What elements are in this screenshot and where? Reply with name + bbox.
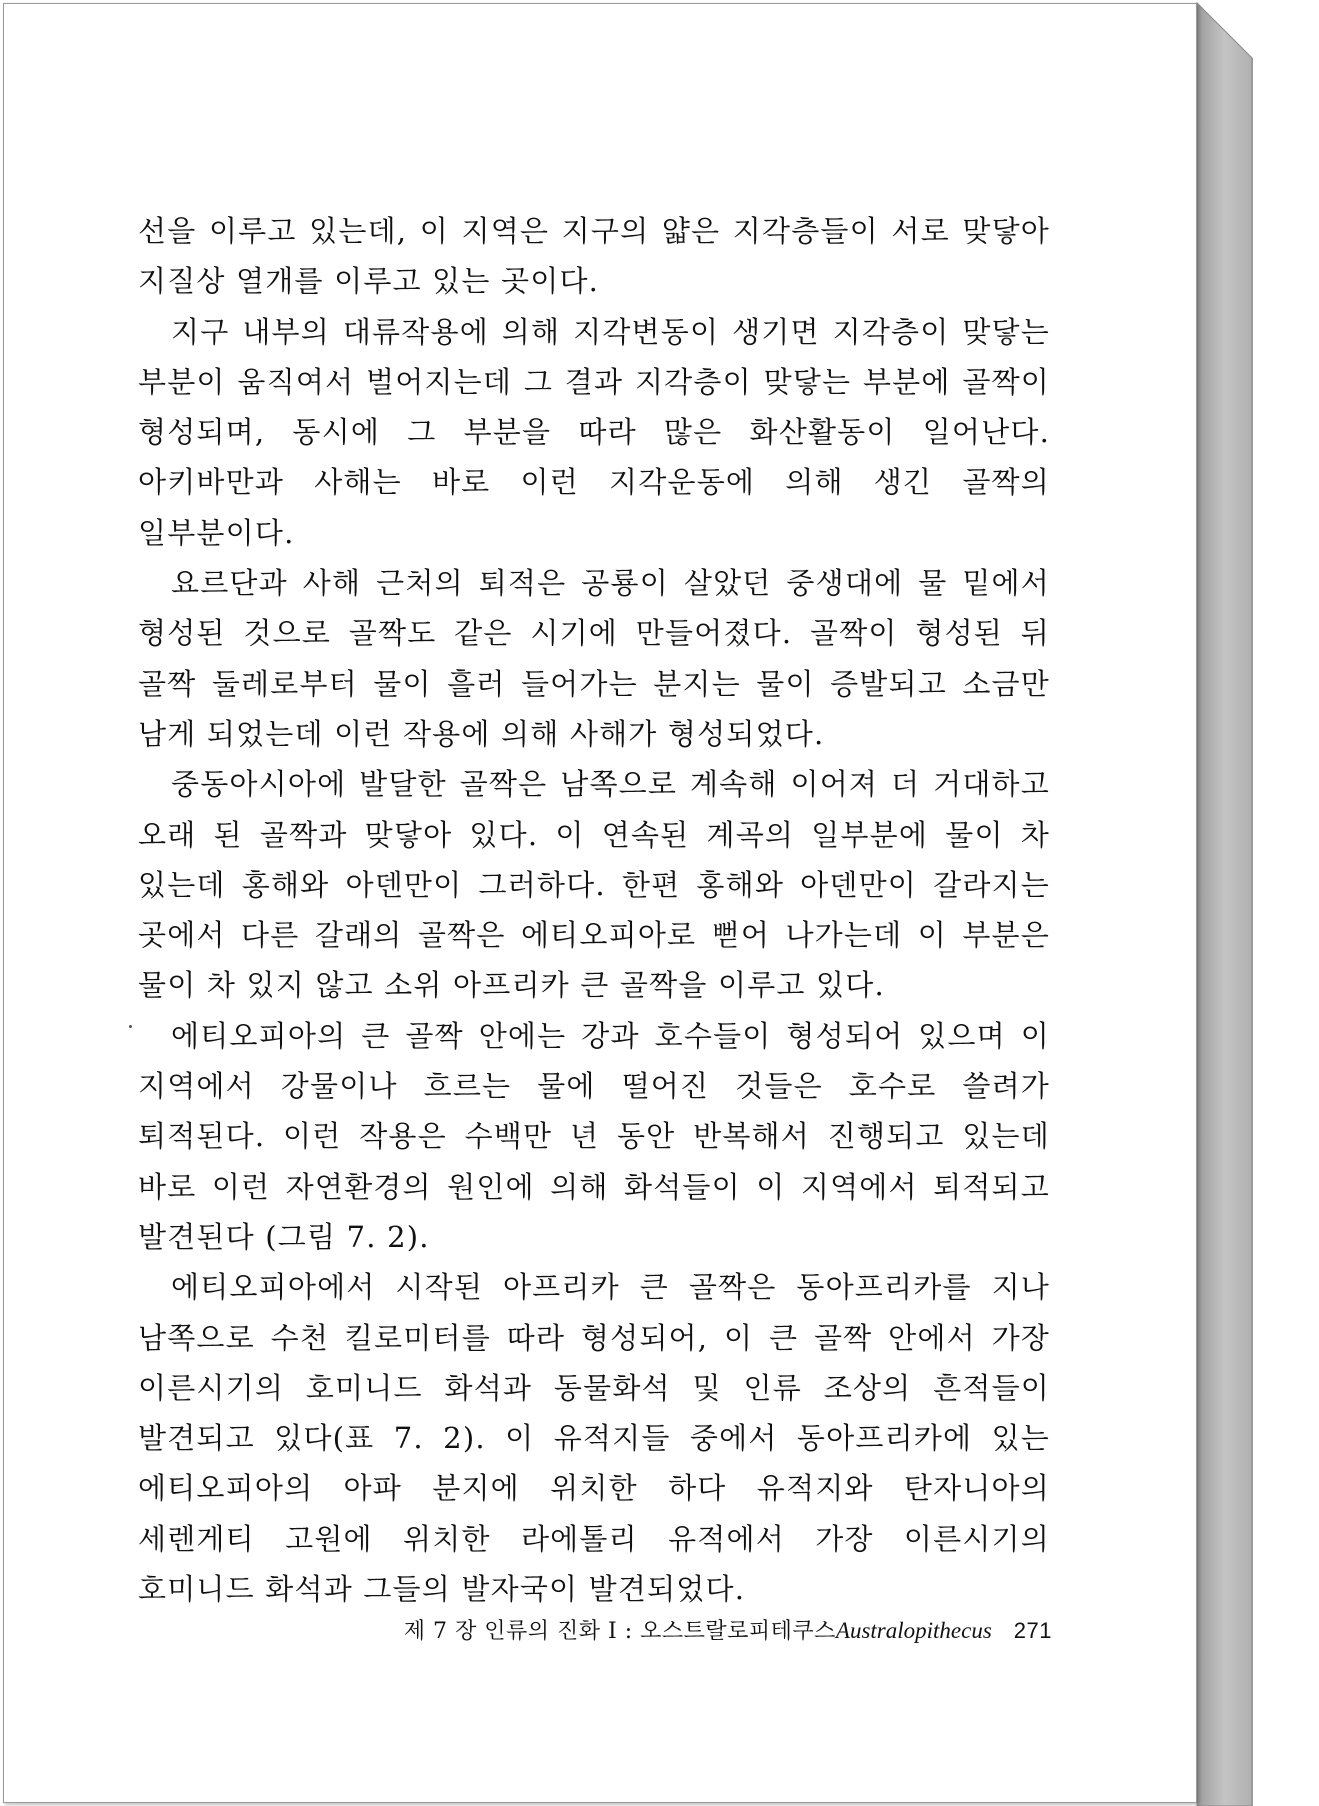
- paragraph-3: 요르단과 사해 근처의 퇴적은 공룡이 살았던 중생대에 물 밑에서 형성된 것으로 골짝도 같은 시기에 만들어졌다. 골짝이 형성된 뒤 골짝 둘레로부터 물이 흘러 들어가는 분지는 물이 증발되고 소금만 남게 되었는데 이런 작용에 의해 사해가 형성되었다.: [138, 566, 1050, 751]
- paragraph-5: 에티오피아의 큰 골짝 안에는 강과 호수들이 형성되어 있으며 이 지역에서 강물이나 흐르는 물에 떨어진 것들은 호수로 쓸려가 퇴적된다. 이런 작용은 수백만 년 동안 반복해서 진행되고 있는데 바로 이런 자연환경의 원인에 의해 화석들이 이 지역에서 퇴적되고 발견된다 (그림 7. 2).: [138, 1018, 1050, 1254]
- page-body: [138, 206, 1050, 1614]
- page-number: 271: [1013, 1618, 1052, 1643]
- footer-chapter-title: 제 7 장 인류의 진화 Ⅰ : 오스트랄로피테쿠스: [403, 1619, 836, 1644]
- running-footer: [320, 1614, 1052, 1645]
- paragraph-1: 선을 이루고 있는데, 이 지역은 지구의 얇은 지각층들이 서로 맞닿아 지질상 열개를 이루고 있는 곳이다.: [138, 214, 1050, 299]
- paragraph-2: 지구 내부의 대류작용에 의해 지각변동이 생기면 지각층이 맞닿는 부분이 움직여서 벌어지는데 그 결과 지각층이 맞닿는 부분에 골짝이 형성되며, 동시에 그 부분을 따라 많은 화산활동이 일어난다. 아키바만과 사해는 바로 이런 지각운동에 의해 생긴 골짝의 일부분이다.: [138, 314, 1050, 550]
- scan-speck: [129, 1025, 132, 1028]
- paragraph-6: 에티오피아에서 시작된 아프리카 큰 골짝은 동아프리카를 지나 남쪽으로 수천 킬로미터를 따라 형성되어, 이 큰 골짝 안에서 가장 이른시기의 호미니드 화석과 동물화석 및 인류 조상의 흔적들이 발견되고 있다(표 7. 2). 이 유적지들 중에서 동아프리카에 있는 에티오피아의 아파 분지에 위치한 하다 유적지와 탄자니아의 세렌게티 고원에 위치한 라에톨리 유적에서 가장 이른시기의 호미니드 화석과 그들의 발자국이 발견되었다.: [138, 1270, 1050, 1607]
- footer-latin-title: Australopithecus: [835, 1618, 992, 1643]
- paragraph-4: 중동아시아에 발달한 골짝은 남쪽으로 계속해 이어져 더 거대하고 오래 된 골짝과 맞닿아 있다. 이 연속된 계곡의 일부분에 물이 차 있는데 홍해와 아덴만이 그러하다. 한편 홍해와 아덴만이 갈라지는 곳에서 다른 갈래의 골짝은 에티오피아로 뻗어 나가는데 이 부분은 물이 차 있지 않고 소위 아프리카 큰 골짝을 이루고 있다.: [138, 767, 1050, 1003]
